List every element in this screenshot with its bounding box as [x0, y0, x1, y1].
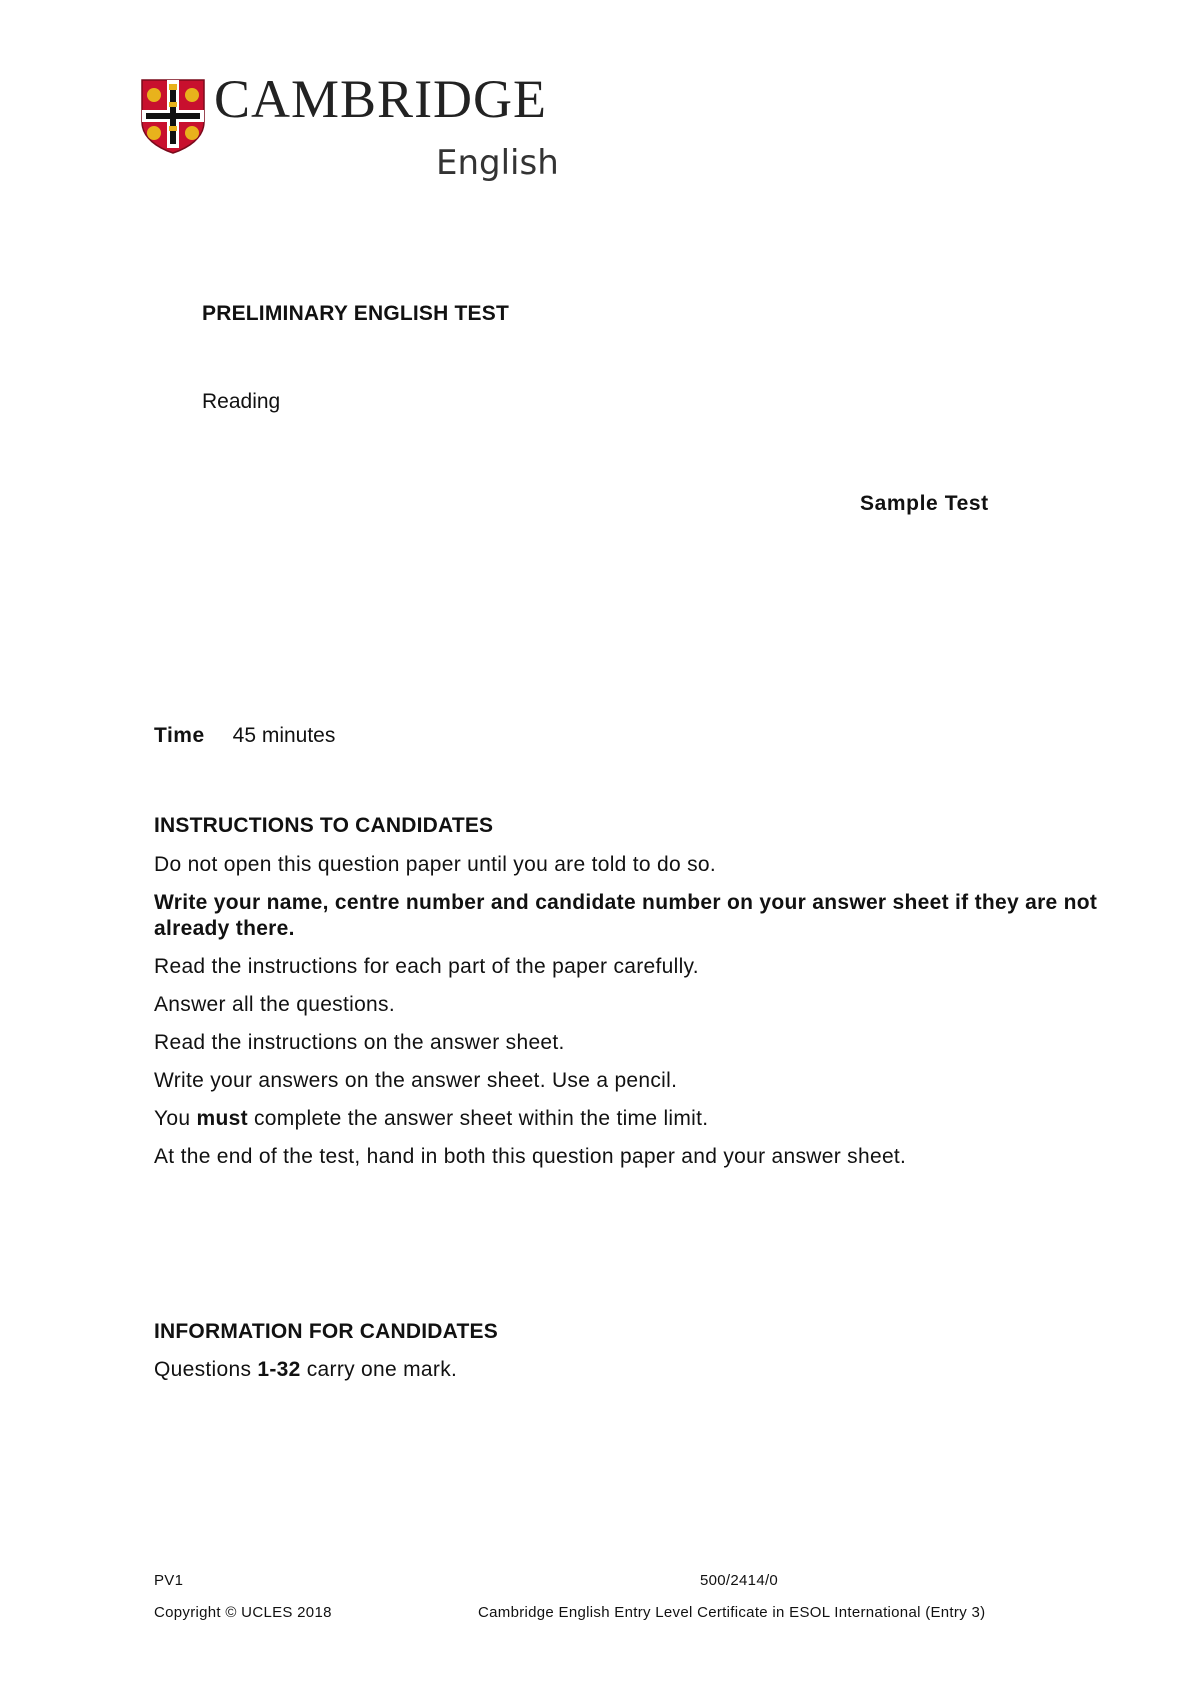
instructions-heading: INSTRUCTIONS TO CANDIDATES [154, 814, 494, 837]
time-value: 45 minutes [232, 724, 336, 747]
sample-test-label: Sample Test [860, 492, 989, 515]
paper-code: PV1 [154, 1572, 184, 1589]
information-text: Questions [154, 1358, 258, 1381]
instruction-text: complete the answer sheet within the time limit. [247, 1107, 709, 1130]
time-label: Time [154, 724, 205, 747]
instructions-list [154, 852, 1104, 1182]
instruction-item [154, 1106, 1104, 1132]
cambridge-english-logo [140, 69, 580, 196]
instruction-item: At the end of the test, hand in both this question paper and your answer sheet. [154, 1145, 907, 1168]
copyright-notice: Copyright © UCLES 2018 [154, 1604, 332, 1621]
question-range: 1-32 [257, 1358, 301, 1381]
instruction-item: Write your name, centre number and candidate number on your answer sheet if they are not already there. [154, 891, 1098, 940]
brand-subword: English [436, 143, 559, 183]
information-heading: INFORMATION FOR CANDIDATES [154, 1320, 498, 1343]
instruction-item: Do not open this question paper until you are told to do so. [154, 853, 717, 876]
instruction-item: Answer all the questions. [154, 993, 395, 1016]
qualification-number: 500/2414/0 [700, 1572, 779, 1589]
instruction-emphasis: must [196, 1107, 248, 1130]
instruction-item: Read the instructions on the answer sheet. [154, 1031, 565, 1054]
paper-name: Reading [202, 390, 281, 413]
brand-wordmark: CAMBRIDGE [214, 69, 548, 129]
time-row [154, 724, 335, 748]
information-text: carry one mark. [300, 1358, 458, 1381]
information-line [154, 1358, 457, 1382]
test-title: PRELIMINARY ENGLISH TEST [202, 302, 509, 325]
certificate-name: Cambridge English Entry Level Certificate in ESOL International (Entry 3) [478, 1604, 986, 1621]
instruction-text: You [154, 1107, 197, 1130]
university-crest-icon [140, 78, 206, 154]
instruction-item: Write your answers on the answer sheet. Use a pencil. [154, 1069, 678, 1092]
instruction-item: Read the instructions for each part of the paper carefully. [154, 955, 699, 978]
